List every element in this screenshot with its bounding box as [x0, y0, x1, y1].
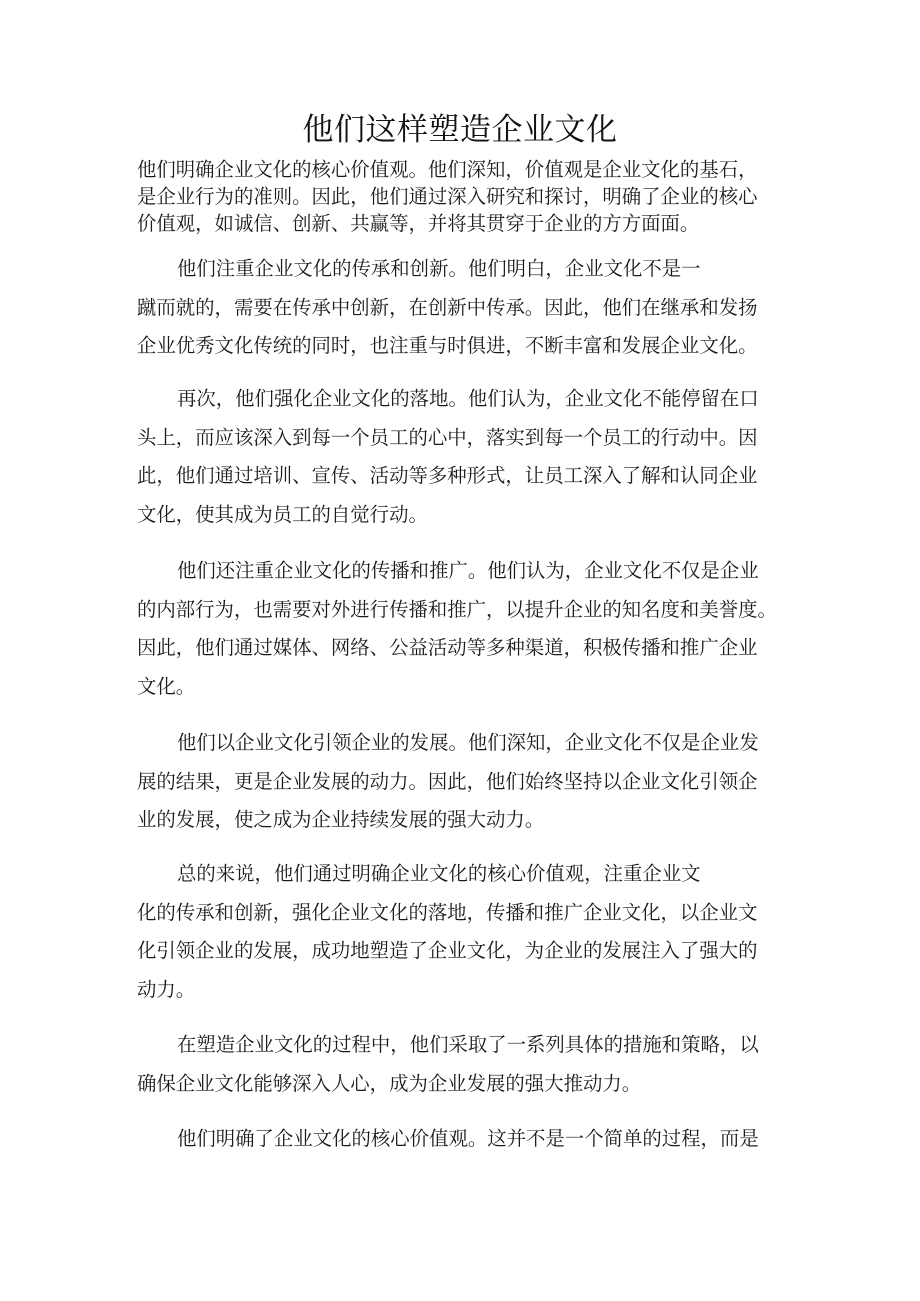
paragraph: [137, 156, 777, 237]
paragraph-line: 他们明确企业文化的核心价值观。他们深知，价值观是企业文化的基石，: [137, 158, 758, 181]
paragraph: [137, 1026, 777, 1103]
paragraph-line: 展的结果，更是企业发展的动力。因此，他们始终坚持以企业文化引领企: [137, 769, 758, 793]
paragraph-line: 头上，而应该深入到每一个员工的心中，落实到每一个员工的行动中。因: [137, 425, 758, 449]
paragraph-line: 他们还注重企业文化的传播和推广。他们认为，企业文化不仅是企业: [177, 559, 759, 582]
paragraph-line: 在塑造企业文化的过程中，他们采取了一系列具体的措施和策略，以: [177, 1033, 759, 1056]
paragraph: [137, 380, 777, 534]
paragraph-line: 企业优秀文化传统的同时，也注重与时俱进，不断丰富和发展企业文化。: [137, 334, 758, 357]
paragraph-line: 他们以企业文化引领企业的发展。他们深知，企业文化不仅是企业发: [177, 731, 759, 754]
paragraph-line: 蹴而就的，需要在传承中创新，在创新中传承。因此，他们在继承和发扬: [137, 295, 758, 319]
paragraph-line: 总的来说，他们通过明确企业文化的核心价值观，注重企业文: [177, 862, 701, 885]
paragraph-line: 他们明确了企业文化的核心价值观。这并不是一个简单的过程，而是: [177, 1127, 759, 1150]
paragraph-line: 再次，他们强化企业文化的落地。他们认为，企业文化不能停留在口: [177, 387, 759, 410]
paragraph: [137, 250, 777, 366]
paragraph-line: 文化。: [137, 674, 196, 698]
paragraph: [137, 1120, 777, 1159]
paragraph-line: 他们注重企业文化的传承和创新。他们明白，企业文化不是一: [177, 257, 701, 280]
paragraph: [137, 724, 777, 840]
paragraph-line: 业的发展，使之成为企业持续发展的强大动力。: [137, 808, 545, 831]
paragraph-line: 是企业行为的准则。因此，他们通过深入研究和探讨，明确了企业的核心: [137, 185, 758, 208]
paragraph-line: 因此，他们通过媒体、网络、公益活动等多种渠道，积极传播和推广企业: [137, 636, 758, 659]
paragraph-line: 此，他们通过培训、宣传、活动等多种形式，让员工深入了解和认同企业: [137, 464, 758, 487]
document-title: 他们这样塑造企业文化: [302, 112, 618, 148]
paragraph-line: 价值观，如诚信、创新、共赢等，并将其贯穿于企业的方方面面。: [137, 212, 700, 235]
paragraph-line: 化引领企业的发展，成功地塑造了企业文化，为企业的发展注入了强大的: [137, 939, 758, 962]
paragraph-line: 化的传承和创新，强化企业文化的落地，传播和推广企业文化，以企业文: [137, 900, 758, 924]
paragraph-line: 的内部行为，也需要对外进行传播和推广，以提升企业的知名度和美誉度。: [137, 597, 777, 621]
paragraph: [137, 855, 777, 1009]
paragraph-line: 确保企业文化能够深入人心，成为企业发展的强大推动力。: [137, 1071, 642, 1095]
paragraph: [137, 552, 777, 706]
paragraph-line: 文化，使其成为员工的自觉行动。: [137, 502, 428, 526]
paragraph-line: 动力。: [137, 977, 196, 1001]
